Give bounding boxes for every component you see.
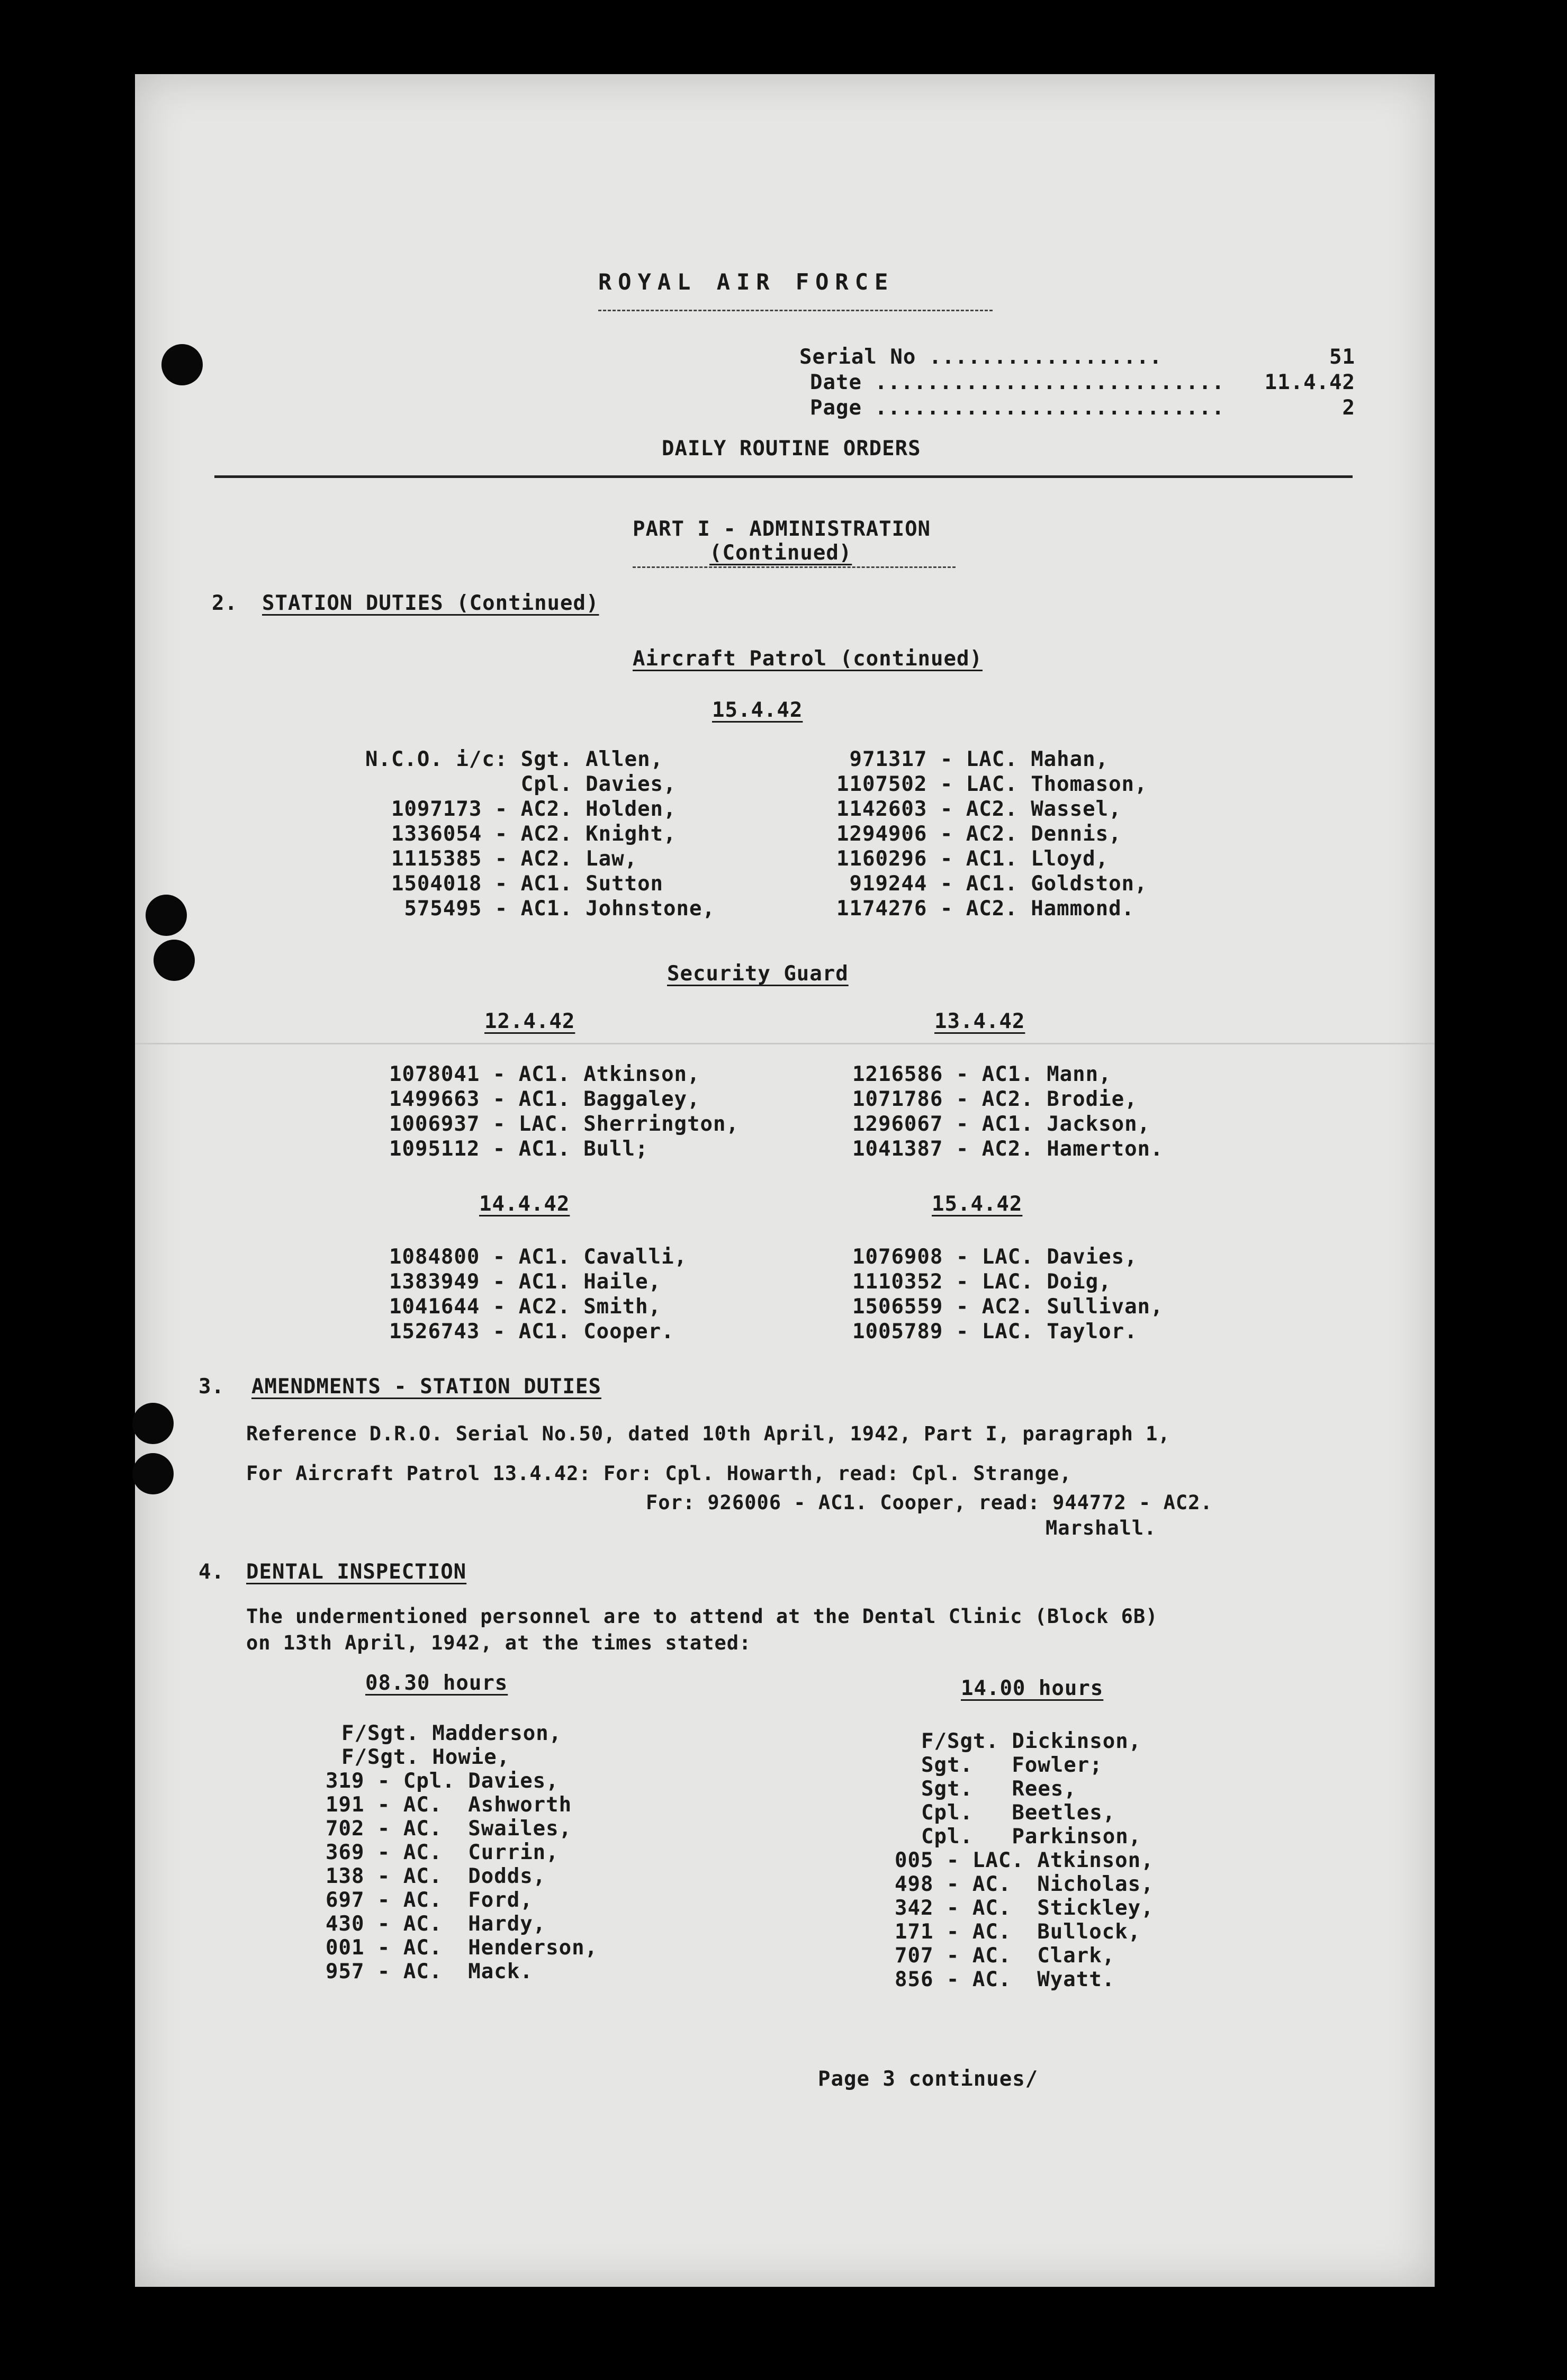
roster-line: 1078041 - AC1. Atkinson, (389, 1062, 700, 1086)
roster-line: 1142603 - AC2. Wassel, (836, 797, 1122, 821)
roster-line: 1336054 - AC2. Knight, (365, 822, 677, 846)
roster-line: 1110352 - LAC. Doig, (852, 1270, 1112, 1294)
dental-line: 138 - AC. Dodds, (326, 1864, 546, 1888)
date-value: 11.4.42 (1264, 371, 1355, 394)
roster-line: 1383949 - AC1. Haile, (389, 1270, 662, 1294)
dental-line: 171 - AC. Bullock, (895, 1920, 1141, 1944)
section-number: 2. (212, 591, 238, 615)
dental-line: 856 - AC. Wyatt. (895, 1968, 1115, 1991)
roster-line: 1006937 - LAC. Sherrington, (389, 1112, 739, 1136)
amendment-line: For Aircraft Patrol 13.4.42: For: Cpl. Howarth, read: Cpl. Strange, (246, 1462, 1072, 1485)
roster-line: 1115385 - AC2. Law, (365, 847, 638, 871)
dental-intro: on 13th April, 1942, at the times stated: (246, 1631, 752, 1654)
section-number: 4. (199, 1560, 224, 1584)
roster-line: 1499663 - AC1. Baggaley, (389, 1087, 700, 1111)
dental-line: 702 - AC. Swailes, (326, 1817, 572, 1841)
roster-line: 1071786 - AC2. Brodie, (852, 1087, 1138, 1111)
roster-line: 919244 - AC1. Goldston, (836, 872, 1148, 896)
part-title: PART I - ADMINISTRATION (633, 517, 931, 541)
amendment-reference: Reference D.R.O. Serial No.50, dated 10th April, 1942, Part I, paragraph 1, (246, 1422, 1170, 1445)
dental-line: 319 - Cpl. Davies, (326, 1769, 559, 1793)
header-rule (214, 475, 1353, 478)
roster-line: 1506559 - AC2. Sullivan, (852, 1295, 1164, 1319)
punch-hole (146, 895, 187, 936)
roster-line: 1076908 - LAC. Davies, (852, 1245, 1138, 1269)
dental-time: 08.30 hours (365, 1671, 508, 1695)
dental-line: 957 - AC. Mack. (326, 1960, 533, 1984)
serial-value: 51 (1329, 345, 1355, 369)
roster-line: 1526743 - AC1. Cooper. (389, 1320, 674, 1344)
dental-line: Sgt. Fowler; (921, 1753, 1103, 1777)
dental-line: 001 - AC. Henderson, (326, 1936, 598, 1960)
patrol-heading: Aircraft Patrol (continued) (633, 647, 983, 671)
document-title: ROYAL AIR FORCE (598, 269, 895, 295)
part-subtitle: (Continued) (709, 541, 852, 565)
dental-line: F/Sgt. Howie, (341, 1745, 510, 1769)
serial-label: Serial No .................. (799, 345, 1163, 369)
guard-heading: Security Guard (667, 962, 849, 986)
dental-line: 191 - AC. Ashworth (326, 1793, 572, 1817)
page-value: 2 (1342, 396, 1355, 420)
guard-date: 12.4.42 (484, 1009, 575, 1033)
dental-line: F/Sgt. Dickinson, (921, 1729, 1142, 1753)
section-heading: STATION DUTIES (Continued) (262, 591, 599, 615)
amendment-line: Marshall. (1046, 1517, 1157, 1539)
section-heading: DENTAL INSPECTION (246, 1560, 467, 1584)
orders-title: DAILY ROUTINE ORDERS (662, 437, 921, 461)
dental-line: 430 - AC. Hardy, (326, 1912, 546, 1936)
roster-line: 1041387 - AC2. Hamerton. (852, 1137, 1164, 1161)
dental-line: 005 - LAC. Atkinson, (895, 1849, 1154, 1872)
roster-line: 1097173 - AC2. Holden, (365, 797, 677, 821)
roster-line: 1005789 - LAC. Taylor. (852, 1320, 1138, 1344)
roster-line: 575495 - AC1. Johnstone, (365, 897, 715, 921)
punch-hole (154, 940, 195, 981)
page-continues: Page 3 continues/ (818, 2067, 1039, 2091)
dental-line: 707 - AC. Clark, (895, 1944, 1115, 1968)
roster-line: 1296067 - AC1. Jackson, (852, 1112, 1151, 1136)
fold-line (135, 1043, 1435, 1044)
guard-date: 15.4.42 (932, 1192, 1023, 1216)
roster-line: 1294906 - AC2. Dennis, (836, 822, 1122, 846)
dental-line: Sgt. Rees, (921, 1777, 1077, 1801)
roster-line: 1107502 - LAC. Thomason, (836, 772, 1148, 796)
guard-date: 13.4.42 (934, 1009, 1025, 1033)
dental-time: 14.00 hours (961, 1676, 1104, 1700)
punch-hole (132, 1403, 174, 1444)
section-heading: AMENDMENTS - STATION DUTIES (251, 1375, 601, 1399)
patrol-date: 15.4.42 (712, 698, 803, 722)
dental-line: F/Sgt. Madderson, (341, 1721, 562, 1745)
section-number: 3. (199, 1375, 224, 1399)
scan-border (0, 2287, 1567, 2380)
roster-line: N.C.O. i/c: Sgt. Allen, (365, 747, 664, 771)
page-label: Page ........................... (810, 396, 1225, 420)
dental-line: 342 - AC. Stickley, (895, 1896, 1154, 1920)
dental-line: 498 - AC. Nicholas, (895, 1872, 1154, 1896)
roster-line: 1095112 - AC1. Bull; (389, 1137, 649, 1161)
dental-line: Cpl. Parkinson, (921, 1825, 1142, 1849)
dental-intro: The undermentioned personnel are to attend at the Dental Clinic (Block 6B) (246, 1605, 1158, 1628)
roster-line: 1160296 - AC1. Lloyd, (836, 847, 1109, 871)
roster-line: 971317 - LAC. Mahan, (836, 747, 1109, 771)
roster-line: 1174276 - AC2. Hammond. (836, 897, 1135, 921)
dental-line: 369 - AC. Currin, (326, 1841, 559, 1864)
guard-date: 14.4.42 (479, 1192, 570, 1216)
punch-hole (132, 1453, 174, 1494)
part-rule (633, 566, 956, 568)
dental-line: Cpl. Beetles, (921, 1801, 1116, 1825)
roster-line: 1041644 - AC2. Smith, (389, 1295, 662, 1319)
dental-line: 697 - AC. Ford, (326, 1888, 533, 1912)
roster-line: 1216586 - AC1. Mann, (852, 1062, 1112, 1086)
amendment-line: For: 926006 - AC1. Cooper, read: 944772 - AC2. (646, 1491, 1213, 1514)
title-rule (598, 310, 993, 311)
punch-hole (161, 344, 203, 385)
roster-line: 1504018 - AC1. Sutton (365, 872, 664, 896)
date-label: Date ........................... (810, 371, 1225, 394)
roster-line: Cpl. Davies, (365, 772, 677, 796)
roster-line: 1084800 - AC1. Cavalli, (389, 1245, 688, 1269)
